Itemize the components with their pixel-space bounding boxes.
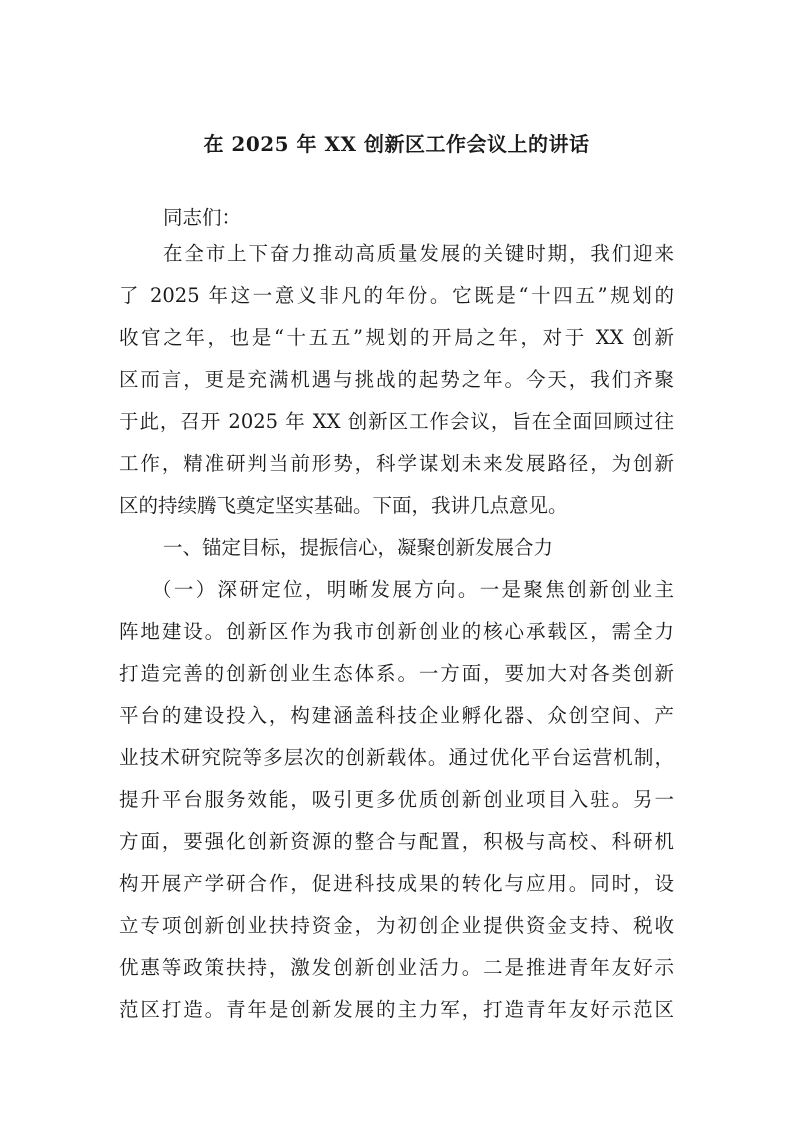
document-title: 在 2025 年 XX 创新区工作会议上的讲话 <box>203 132 590 156</box>
subsection-heading-line: （一）深研定位，明晰发展方向。一是聚焦创新创业主 <box>152 578 674 601</box>
paragraph-line: 在全市上下奋力推动高质量发展的关键时期，我们迎来 <box>163 242 674 265</box>
paragraph-line: 阵地建设。创新区作为我市创新创业的核心承载区，需全力 <box>119 620 674 643</box>
paragraph-line: 方面，要强化创新资源的整合与配置，积极与高校、科研机 <box>119 830 674 853</box>
salutation: 同志们： <box>163 206 242 229</box>
paragraph-line: 范区打造。青年是创新发展的主力军，打造青年友好示范区 <box>119 998 674 1021</box>
paragraph-line: 优惠等政策扶持，激发创新创业活力。二是推进青年友好示 <box>119 956 674 979</box>
section-heading: 一、锚定目标，提振信心，凝聚创新发展合力 <box>163 536 554 559</box>
paragraph-line: 工作，精准研判当前形势，科学谋划未来发展路径，为创新 <box>119 452 674 475</box>
paragraph-line: 提升平台服务效能，吸引更多优质创新创业项目入驻。另一 <box>119 788 674 811</box>
paragraph-line: 构开展产学研合作，促进科技成果的转化与应用。同时，设 <box>119 872 674 895</box>
paragraph-line: 于此，召开 2025 年 XX 创新区工作会议，旨在全面回顾过往 <box>119 410 674 433</box>
paragraph-line: 区的持续腾飞奠定坚实基础。下面，我讲几点意见。 <box>119 494 568 517</box>
paragraph-line: 收官之年，也是“十五五”规划的开局之年，对于 XX 创新 <box>119 326 674 349</box>
paragraph-line: 业技术研究院等多层次的创新载体。通过优化平台运营机制， <box>119 746 674 769</box>
paragraph-line: 平台的建设投入，构建涵盖科技企业孵化器、众创空间、产 <box>119 704 674 727</box>
paragraph-line: 打造完善的创新创业生态体系。一方面，要加大对各类创新 <box>119 662 674 685</box>
paragraph-line: 立专项创新创业扶持资金，为初创企业提供资金支持、税收 <box>119 914 674 937</box>
paragraph-line: 了 2025 年这一意义非凡的年份。它既是“十四五”规划的 <box>119 284 674 307</box>
paragraph-line: 区而言，更是充满机遇与挑战的起势之年。今天，我们齐聚 <box>119 368 674 391</box>
